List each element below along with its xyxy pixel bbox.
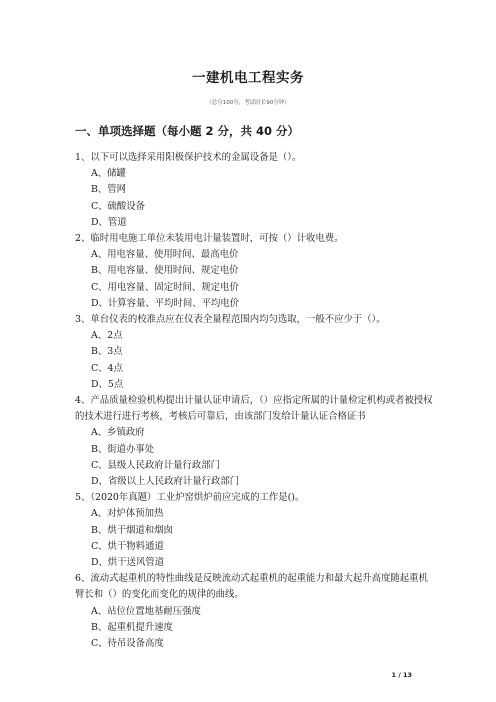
answer-option: B、街道办事处 <box>91 443 155 455</box>
document-subtitle: （总分100分，考试时长90分钟） <box>206 100 290 106</box>
answer-option: B、用电容量、使用时间、规定电价 <box>91 265 239 277</box>
answer-option: D、管道 <box>91 216 127 228</box>
answer-option: A、储罐 <box>91 168 126 180</box>
answer-option: B、3点 <box>91 346 123 358</box>
answer-option: A、对炉体预加热 <box>91 508 164 520</box>
answer-option: D、5点 <box>91 378 124 390</box>
answer-option: A、用电容量、使用时间、最高电价 <box>91 249 239 261</box>
answer-option: D、烘干送风管道 <box>91 557 165 569</box>
answer-option: A、乡镇政府 <box>91 427 145 439</box>
answer-option: B、起重机提升速度 <box>91 621 173 633</box>
answer-option: A、站位位置地基耐压强度 <box>91 605 201 617</box>
answer-option: B、烘干烟道和烟囱 <box>91 524 173 536</box>
answer-option: C、待吊设备高度 <box>91 638 164 650</box>
answer-option: C、烘干物料通道 <box>91 540 164 552</box>
answer-option: C、用电容量、固定时间、规定电价 <box>91 281 239 293</box>
section-heading: 一、单项选择题（每小题 2 分，共 40 分） <box>75 124 300 138</box>
question-list <box>75 150 435 652</box>
question-stem: 5、（2020年真题）工业炉窑烘炉前应完成的工作是()。 <box>75 492 305 504</box>
answer-option: C、硫酸设备 <box>91 200 146 212</box>
question-stem: 2、临时用电施工单位未装用电计量装置时，可按（）计收电费。 <box>75 233 344 245</box>
question-stem: 6、流动式起重机的特性曲线是反映流动式起重机的起重能力和最大起升高度随起重机臂长和（）的变化而变化的规律的曲线。 <box>75 573 428 601</box>
document-title: 一建机电工程实务 <box>192 70 304 86</box>
answer-option: C、县级人民政府计量行政部门 <box>91 459 221 471</box>
question-stem: 4、产品质量检验机构提出计量认证申请后，（）应指定所属的计量检定机构或者被授权的技术进行进行考核，考核后可靠后，由该部门发给计量认证合格证书 <box>75 395 433 423</box>
answer-option: A、2点 <box>91 330 123 342</box>
answer-option: C、4点 <box>91 362 123 374</box>
question-stem: 1、以下可以选择采用阳极保护技术的金属设备是（）。 <box>75 152 302 163</box>
answer-option: D、计算容量、平均时间、平均电价 <box>91 297 240 309</box>
answer-option: D、省级以上人民政府计量行政部门 <box>91 476 240 488</box>
answer-option: B、管网 <box>91 184 127 196</box>
question-stem: 3、单台仪表的校准点应在仪表全量程范围内均匀选取，一般不应少于（）。 <box>75 314 386 326</box>
page-number: 1 / 13 <box>391 671 412 679</box>
